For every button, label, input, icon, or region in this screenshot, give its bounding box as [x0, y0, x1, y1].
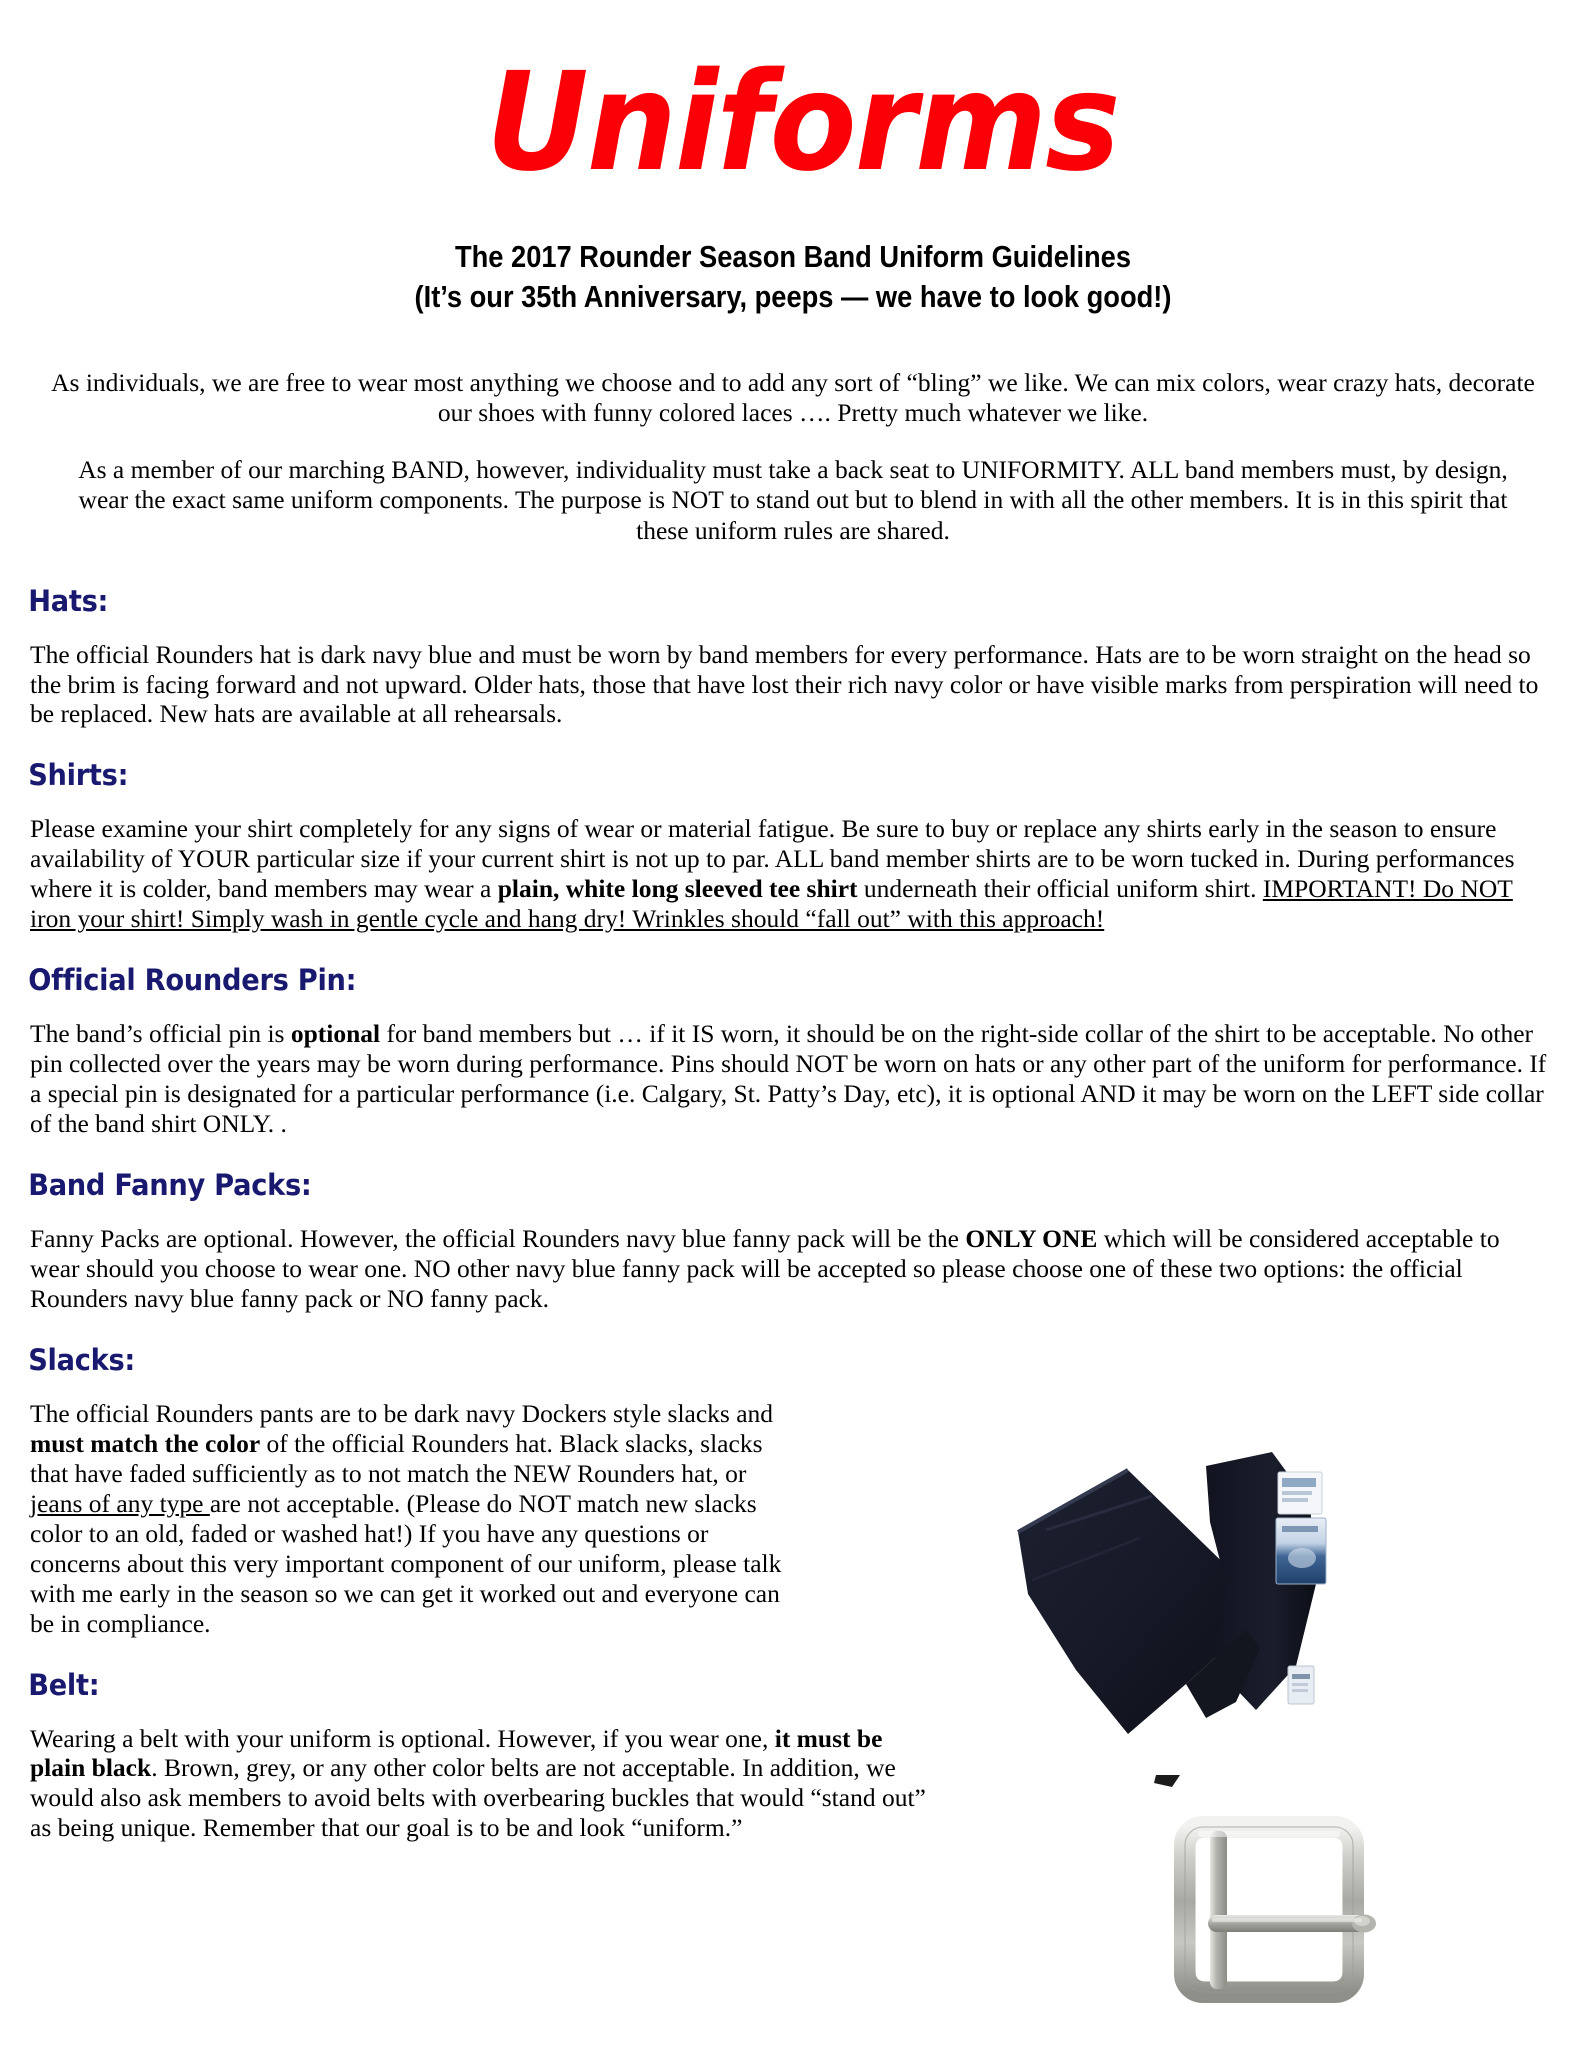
- shirts-bold-text: plain, white long sleeved tee shirt: [497, 874, 858, 904]
- section-body-slacks: [0, 1399, 800, 1639]
- section-heading-pin: Official Rounders Pin:: [28, 963, 357, 998]
- slacks-text-3: are not acceptable. (Please do NOT match new slacks color to an old, faded or washed hat!) If you have any questions or concerns about this very important component of our uniform, please talk with me early in the season so we can get it worked out and everyone can be in compliance.: [30, 1488, 782, 1638]
- belt-buckle-photo: [1150, 1775, 1400, 2010]
- intro-paragraph-2: As a member of our marching BAND, however, individuality must take a back seat to UNIFORMITY. ALL band members must, by design, wear the exact same uniform components. The purpose is NOT to stand out but to blend in with all the other members. It is in this spirit that these uniform rules are shared.: [78, 454, 1508, 545]
- slacks-text-1: The official Rounders pants are to be dark navy Dockers style slacks and: [30, 1398, 774, 1428]
- section-body-hats: The official Rounders hat is dark navy blue and must be worn by band members for every performance. Hats are to be worn straight on the head so the brim is facing forward and not upward. Older hats, those that have lost their rich navy color or have visible marks from perspiration will need to be replaced. New hats are available at all rehearsals.: [30, 639, 1539, 729]
- slacks-text-2: of the official Rounders hat. Black slacks, slacks that have faded sufficiently as to not match the NEW Rounders hat, or: [30, 1428, 763, 1488]
- document-subtitle: [95, 191, 1491, 318]
- section-heading-belt: Belt:: [28, 1667, 100, 1702]
- shirts-underlined-text: IMPORTANT! Do NOT iron your shirt! Simply wash in gentle cycle and hang dry! Wrinkles should “fall out” with this approach!: [30, 874, 1513, 934]
- spacer: [0, 934, 1586, 966]
- spacer: [0, 790, 1586, 814]
- shirts-text-2: underneath their official uniform shirt.: [857, 874, 1263, 904]
- spacer: [0, 1314, 1586, 1346]
- section-heading-hats: Hats:: [28, 583, 109, 618]
- slacks-photo: [1010, 1434, 1330, 1752]
- section-heading-slacks: Slacks:: [28, 1342, 136, 1377]
- spacer: [0, 1139, 1586, 1171]
- fanny-text-2: which will be considered acceptable to wear should you choose to wear one. NO other navy blue fanny pack will be accepted so please choose one of these two options: the official Rounders navy blue fanny pack or NO fanny pack.: [30, 1224, 1500, 1313]
- belt-text-2: . Brown, grey, or any other color belts are not acceptable. In addition, we would also ask members to avoid belts with overbearing buckles that would “stand out” as being unique. Remember that our goal is to be and look “uniform.”: [30, 1753, 926, 1843]
- spacer: [0, 1639, 1586, 1671]
- subtitle-line-2: (It’s our 35th Anniversary, peeps — we have to look good!): [414, 279, 1172, 315]
- spacer: [0, 729, 1586, 761]
- intro-paragraph-1: As individuals, we are free to wear most anything we choose and to add any sort of “bling” we like. We can mix colors, wear crazy hats, decorate our shoes with funny colored laces …. Pretty much whatever we like.: [51, 367, 1535, 428]
- spacer: [0, 616, 1586, 640]
- spacer: [0, 1200, 1586, 1224]
- spacer: [0, 1375, 1586, 1399]
- section-heading-shirts: Shirts:: [28, 758, 129, 793]
- spacer: [0, 547, 1586, 587]
- fanny-bold-text: ONLY ONE: [965, 1224, 1098, 1254]
- section-body-belt: [0, 1724, 930, 1844]
- slacks-bold-text: must match the color: [30, 1428, 261, 1458]
- shirts-text-1: Please examine your shirt completely for any signs of wear or material fatigue. Be sure to buy or replace any shirts early in the season to ensure availability of YOUR particular size if your current shirt is not up to par. ALL band member shirts are to be worn tucked in. During performances where it is colder, band members may wear a: [30, 814, 1515, 904]
- subtitle-line-1: The 2017 Rounder Season Band Uniform Guidelines: [454, 239, 1132, 274]
- pin-text-2: for band members but … if it IS worn, it should be on the right-side collar of the shirt to be acceptable. No other pin collected over the years may be worn during performance. Pins should NOT be worn on hats or any other part of the uniform for performance. If a special pin is designated for a particular performance (i.e. Calgary, St. Patty’s Day, etc), it is optional AND it may be worn on the LEFT side collar of the band shirt ONLY. .: [30, 1019, 1547, 1139]
- belt-text-1: Wearing a belt with your uniform is optional. However, if you wear one,: [30, 1723, 775, 1753]
- slacks-underlined-text: jeans of any type: [30, 1488, 210, 1518]
- section-body-fanny-packs: [0, 1224, 1586, 1314]
- pin-text-1: The band’s official pin is: [30, 1019, 291, 1049]
- spacer: [0, 995, 1586, 1019]
- section-body-shirts: [0, 814, 1586, 934]
- fanny-text-1: Fanny Packs are optional. However, the official Rounders navy blue fanny pack will be the: [30, 1224, 966, 1254]
- belt-bold-text: it must be plain black: [30, 1723, 883, 1783]
- section-body-pin: [0, 1019, 1586, 1139]
- section-heading-fanny-packs: Band Fanny Packs:: [28, 1168, 312, 1203]
- pin-bold-text: optional: [290, 1019, 381, 1049]
- page-title: Uniforms: [485, 44, 1119, 202]
- spacer: [0, 1700, 1586, 1724]
